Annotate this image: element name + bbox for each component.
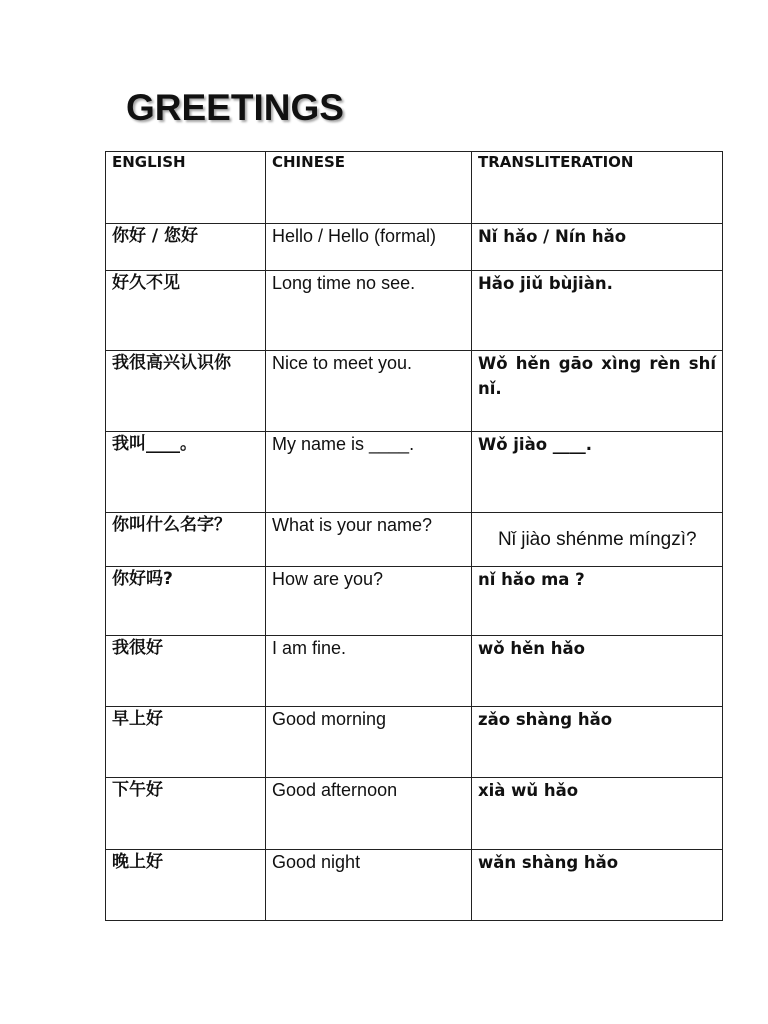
table-row xyxy=(106,432,723,513)
cell-english: Long time no see. xyxy=(266,271,472,351)
table-row xyxy=(106,224,723,271)
cell-chinese: 你好吗? xyxy=(106,567,266,636)
cell-english: I am fine. xyxy=(266,636,472,707)
cell-chinese: 晚上好 xyxy=(106,850,266,921)
cell-pinyin: Wǒ hěn gāo xìng rèn shí nǐ. xyxy=(472,351,723,432)
cell-chinese: 你好 / 您好 xyxy=(106,224,266,271)
cell-pinyin: Nǐ jiào shénme míngzì? xyxy=(472,513,723,567)
cell-english: My name is ____. xyxy=(266,432,472,513)
cell-english: Good night xyxy=(266,850,472,921)
cell-pinyin: zǎo shàng hǎo xyxy=(472,707,723,778)
table-row xyxy=(106,636,723,707)
cell-chinese: 早上好 xyxy=(106,707,266,778)
cell-chinese: 我很高兴认识你 xyxy=(106,351,266,432)
header-chinese: CHINESE xyxy=(266,152,472,224)
cell-chinese: 下午好 xyxy=(106,778,266,850)
cell-chinese: 好久不见 xyxy=(106,271,266,351)
table-row xyxy=(106,567,723,636)
cell-chinese: 我叫____。 xyxy=(106,432,266,513)
page-title: GREETINGS xyxy=(126,87,344,128)
cell-pinyin: wǎn shàng hǎo xyxy=(472,850,723,921)
table-row xyxy=(106,850,723,921)
cell-chinese: 你叫什么名字？ xyxy=(106,513,266,567)
cell-english: How are you? xyxy=(266,567,472,636)
table-row xyxy=(106,513,723,567)
cell-pinyin: Wǒ jiào ____. xyxy=(472,432,723,513)
greetings-table xyxy=(105,151,723,921)
cell-english: What is your name? xyxy=(266,513,472,567)
cell-english: Good afternoon xyxy=(266,778,472,850)
table-row xyxy=(106,778,723,850)
cell-pinyin: Hǎo jiǔ bùjiàn. xyxy=(472,271,723,351)
table-row xyxy=(106,707,723,778)
cell-pinyin: wǒ hěn hǎo xyxy=(472,636,723,707)
cell-english: Hello / Hello (formal) xyxy=(266,224,472,271)
header-transliteration: TRANSLITERATION xyxy=(472,152,723,224)
header-english: ENGLISH xyxy=(106,152,266,224)
cell-english: Good morning xyxy=(266,707,472,778)
table-row xyxy=(106,351,723,432)
cell-pinyin: Nǐ hǎo / Nín hǎo xyxy=(472,224,723,271)
cell-english: Nice to meet you. xyxy=(266,351,472,432)
cell-pinyin: nǐ hǎo ma ? xyxy=(472,567,723,636)
cell-chinese: 我很好 xyxy=(106,636,266,707)
table-row xyxy=(106,271,723,351)
cell-pinyin: xià wǔ hǎo xyxy=(472,778,723,850)
table-header-row xyxy=(106,152,723,224)
